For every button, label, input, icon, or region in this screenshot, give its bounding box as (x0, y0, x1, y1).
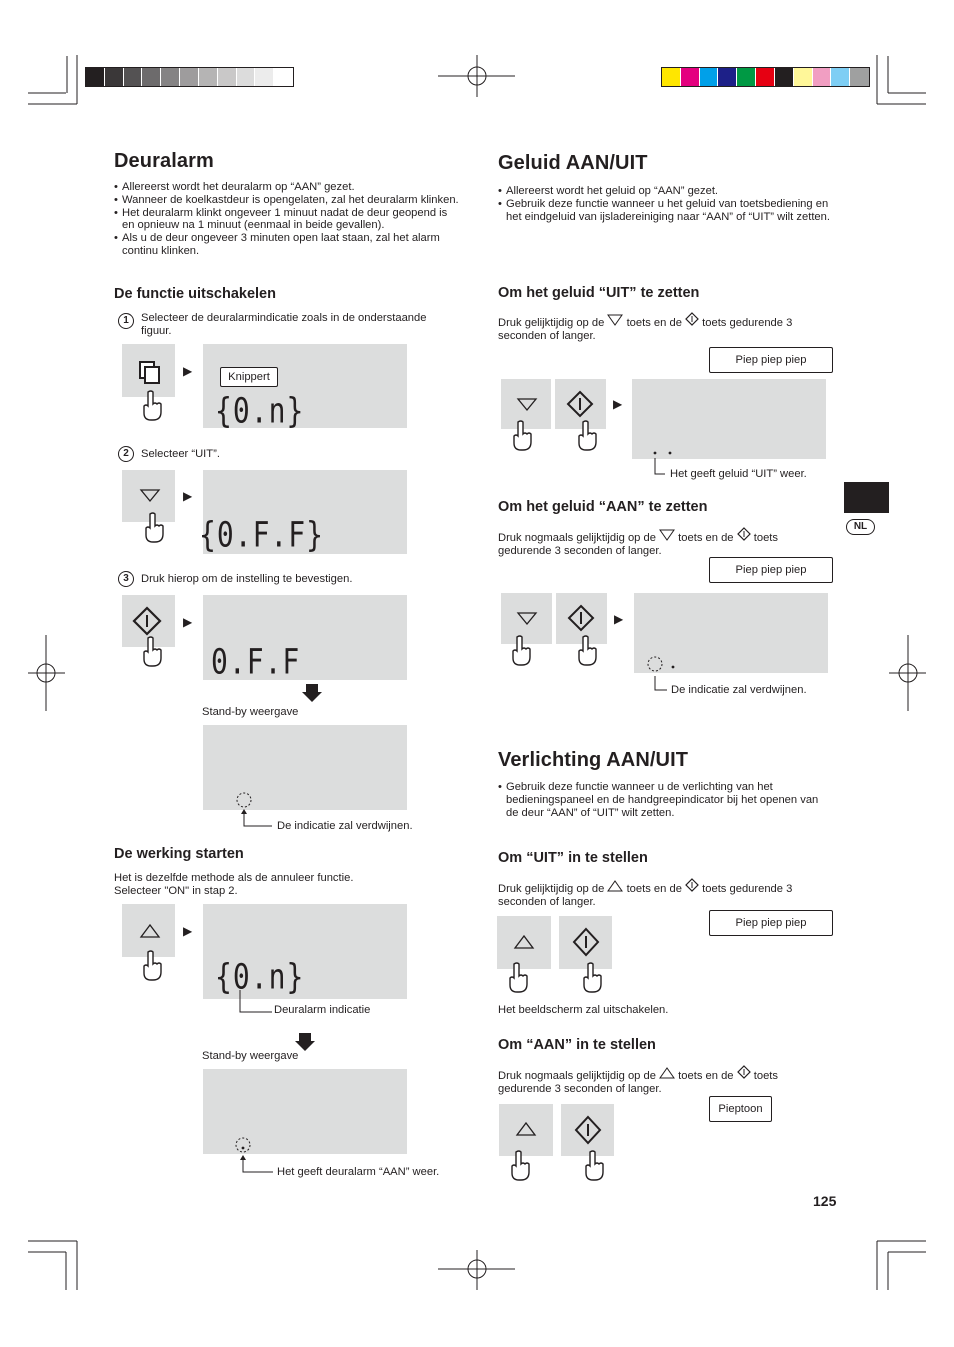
geluid-aan-title: Om het geluid “AAN” te zetten (498, 499, 708, 515)
display-panel (203, 595, 407, 683)
display-panel (203, 904, 407, 999)
display-panel (632, 379, 826, 459)
finger-icon (509, 1150, 533, 1182)
verlichting-aan-text: Druk nogmaals gelijktijdig op de toets en de toets gedurende 3 seconden of langer. (498, 1065, 818, 1096)
lcd-off-confirmed: 0.F.F (211, 641, 301, 683)
uitschakelen-title: De functie uitschakelen (114, 286, 276, 302)
step-1-text: Selecteer de deuralarmindicatie zoals in de onderstaande figuur. (141, 312, 427, 337)
deuralarm-title: Deuralarm (114, 150, 214, 172)
arrow-right-icon: ▶ (183, 924, 193, 938)
finger-icon (576, 635, 600, 667)
triangle-up-icon (659, 1067, 675, 1079)
verlichting-uit-title: Om “UIT” in te stellen (498, 850, 648, 866)
arrow-right-icon: ▶ (614, 612, 624, 626)
confirm-diamond-icon (685, 878, 699, 892)
standby-label: Stand-by weergave (202, 1050, 299, 1062)
scherm-uit-label: Het beeldscherm zal uitschakelen. (498, 1004, 669, 1016)
verlichting-uit-text: Druk gelijktijdig op de toets en de toets gedurende 3 seconden of langer. (498, 878, 828, 909)
confirm-diamond-icon (561, 1104, 614, 1156)
lcd-on: {0.n} (215, 956, 305, 998)
lcd-off: {0.F.F} (199, 514, 325, 556)
display-panel (203, 344, 407, 432)
starten-text: Het is dezelfde methode als de annuleer functie. Selecteer "ON" in stap 2. (114, 872, 354, 897)
step-2-number: 2 (118, 446, 134, 462)
geeft-uit-label: Het geeft geluid “UIT” weer. (670, 468, 807, 480)
deuralarm-bullets (114, 181, 459, 258)
triangle-down-icon (659, 529, 675, 541)
triangle-up-icon (607, 880, 623, 892)
geluid-bullet: • Allereerst wordt het geluid op “AAN” gezet. (498, 185, 843, 198)
display-panel (199, 470, 407, 556)
starten-title: De werking starten (114, 846, 244, 862)
finger-icon (141, 636, 165, 668)
step-3-text: Druk hierop om de instelling te bevestigen. (141, 573, 353, 585)
arrow-down-icon (295, 1033, 315, 1051)
lcd-on: {0.n} (215, 390, 305, 432)
deuralarm-bullet: • Wanneer de koelkastdeur is opengelaten, zal het deuralarm klinken. (114, 194, 459, 207)
arrow-down-icon (302, 684, 322, 702)
step-3-number: 3 (118, 571, 134, 587)
language-tab: NL (846, 519, 875, 535)
finger-icon (581, 962, 605, 994)
up-button[interactable] (499, 1104, 553, 1156)
finger-icon (510, 635, 534, 667)
verlichting-title: Verlichting AAN/UIT (498, 749, 689, 771)
arrow-right-icon: ▶ (183, 489, 193, 503)
geluid-uit-text: Druk gelijktijdig op de toets en de toets gedurende 3 seconden of langer. (498, 312, 828, 343)
verlichting-bullet: • Gebruik deze functie wanneer u de verlichting van het bedieningspaneel en de handgreepindicator bij het openen van de deur “AAN” of “UIT” wilt zetten. (498, 781, 828, 819)
finger-icon (507, 962, 531, 994)
geluid-bullets (498, 185, 843, 223)
confirm-button[interactable] (561, 1104, 614, 1156)
arrow-right-icon: ▶ (183, 615, 193, 629)
indicatie-verdwijnen-label: De indicatie zal verdwijnen. (277, 820, 413, 832)
arrow-right-icon: ▶ (613, 397, 623, 411)
pieptoon-bubble: Pieptoon (709, 1096, 772, 1122)
deuralarm-indicatie-label: Deuralarm indicatie (274, 1004, 371, 1016)
indicatie-verdwijnen-label: De indicatie zal verdwijnen. (671, 684, 807, 696)
geluid-uit-title: Om het geluid “UIT” te zetten (498, 285, 700, 301)
finger-icon (141, 390, 165, 422)
finger-icon (511, 420, 535, 452)
verlichting-bullets (498, 781, 828, 819)
triangle-down-icon (607, 314, 623, 326)
piep-bubble: Piep piep piep (709, 557, 833, 583)
step-2-text: Selecteer “UIT”. (141, 448, 220, 460)
finger-icon (143, 512, 167, 544)
knippert-label: Knippert (220, 367, 278, 387)
piep-bubble: Piep piep piep (709, 347, 833, 373)
verlichting-aan-title: Om “AAN” in te stellen (498, 1037, 656, 1053)
geluid-bullet: • Gebruik deze functie wanneer u het geluid van toetsbediening en het eindgeluid van ijsladereiniging naar “AAN” of “UIT” wilt zetten. (498, 198, 843, 224)
geluid-title: Geluid AAN/UIT (498, 152, 648, 174)
arrow-right-icon: ▶ (183, 364, 193, 378)
finger-icon (141, 950, 165, 982)
deuralarm-bullet: • Allereerst wordt het deuralarm op “AAN” gezet. (114, 181, 459, 194)
finger-icon (583, 1150, 607, 1182)
geluid-aan-text: Druk nogmaals gelijktijdig op de toets en de toets gedurende 3 seconden of langer. (498, 527, 818, 558)
deuralarm-bullet: • Het deuralarm klinkt ongeveer 1 minuut nadat de deur geopend is en opnieuw na 1 minuut (eenmaal in beide gevallen). (114, 207, 459, 233)
confirm-diamond-icon (685, 312, 699, 326)
confirm-diamond-icon (737, 1065, 751, 1079)
geeft-aan-label: Het geeft deuralarm “AAN” weer. (277, 1166, 440, 1178)
finger-icon (576, 420, 600, 452)
step-1-number: 1 (118, 313, 134, 329)
triangle-up-icon (499, 1104, 553, 1156)
deuralarm-bullet: • Als u de deur ongeveer 3 minuten open laat staan, zal het alarm continu klinken. (114, 232, 459, 258)
piep-bubble: Piep piep piep (709, 910, 833, 936)
side-tab-block (844, 482, 889, 513)
standby-label: Stand-by weergave (202, 706, 299, 718)
page-number: 125 (813, 1193, 837, 1209)
confirm-diamond-icon (737, 527, 751, 541)
